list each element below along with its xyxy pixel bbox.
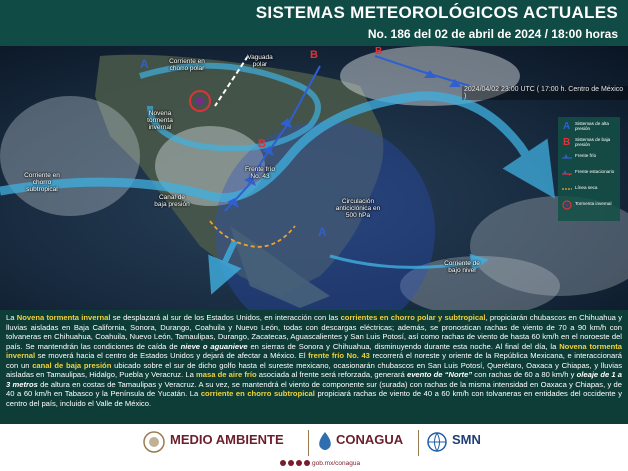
high-pressure-marker: A — [140, 57, 149, 71]
keyword: Novena tormenta invernal — [6, 341, 623, 361]
storm-icon — [562, 200, 572, 210]
label-polar-trough: Vaguada polar — [247, 54, 273, 68]
header-bar — [0, 0, 628, 46]
keyword: corrientes en chorro polar y subtropical — [340, 313, 486, 322]
keyword: evento de “Norte” — [406, 370, 473, 380]
keyword: masa de aire frío — [196, 370, 257, 380]
label-winter-storm: Novena tormenta invernal — [147, 110, 173, 131]
facebook-icon[interactable] — [280, 460, 286, 466]
label-anticyclone: Circulación anticiclónica en 500 hPa — [335, 198, 381, 219]
logo-medio-ambiente: MEDIO AMBIENTE — [170, 432, 284, 447]
footer — [0, 424, 628, 471]
keyword: oleaje de 1 a 3 metros — [6, 370, 623, 389]
label-low-level-current: Corriente de bajo nivel — [444, 260, 480, 274]
map-legend: A Sistemas de alta presión B Sistemas de baja presión Frente frío Frente estacionario Línea seca Tormenta invernal — [558, 117, 620, 221]
label-subtropical-jet: Corriente en chorro subtropical — [24, 172, 60, 193]
svg-text:A: A — [563, 121, 571, 130]
social-links — [280, 460, 360, 467]
keyword: Novena tormenta invernal — [16, 313, 111, 322]
page-title: SISTEMAS METEOROLÓGICOS ACTUALES — [255, 3, 618, 22]
youtube-icon[interactable] — [304, 460, 310, 466]
low-pressure-marker: B — [258, 138, 266, 150]
keyword: corriente en chorro subtropical — [200, 389, 315, 399]
keyword: frente frío No. 43 — [308, 351, 370, 361]
forecast-text: La Novena tormenta invernal se desplazará al sur de los Estados Unidos, en interacción con las corrientes en chorro polar y subtropical, propiciarán chubascos en Chihuahua y lluvias aisladas en Baja California, Sonora, Durango, Coahuila y Nuevo León, todas con descargas eléctricas; además, se pronostican rachas de viento de 70 a 90 km/h con tolvaneras en Chihuahua, Coahuila, Nuevo León, Tamaulipas, Durango, Zacatecas, Aguascalientes y San Luis Potosí, así como rachas de viento de hasta 60 km/h en el noroeste del país. Se mantendrán las condiciones de caída de nieve o aguanieve en sierras de Sonora y Chihuahua, disminuyendo durante esta noche. Al final del día, la Novena tormenta invernal se moverá hacia el centro de Estados Unidos y dejará de afectar a México. El frente frío No. 43 recorrerá el noreste y oriente de la República Mexicana, e interaccionará con un canal de baja presión ubicado sobre el sur de dicho golfo hasta el sureste mexicano, ocasionarán chubascos en San Luis Potosí, Querétaro, Oaxaca y Chiapas, y lluvias aisladas en Tamaulipas, Hidalgo, Puebla y Veracruz. La masa de aire frío asociada al frente será reforzada, generará evento de “Norte” con rachas de 60 a 80 km/h y oleaje de 1 a 3 metros de altura en costas de Tamaulipas y Veracruz. A su vez, se mantendrá el viento de componente sur (surada) con rachas de la misma intensidad en Oaxaca y Chiapas, y de 40 a 60 km/h en Tabasco y la Península de Yucatán. La corriente en chorro subtropical propiciará rachas de viento de 40 a 60 km/h con tolvaneras en entidades del occidente y centro del país, incluido el Valle de México. — [0, 310, 628, 423]
dry-line-icon — [562, 184, 572, 194]
label-cold-front: Frente frío No. 43 — [245, 166, 275, 180]
cold-front-icon — [562, 152, 572, 162]
label-low-canal: Canal de baja presión — [154, 194, 190, 208]
instagram-icon[interactable] — [296, 460, 302, 466]
high-pressure-marker: A — [318, 225, 327, 239]
svg-text:B: B — [563, 137, 571, 146]
x-icon[interactable] — [288, 460, 294, 466]
bulletin-number: No. 186 del 02 de abril de 2024 / 18:00 horas — [367, 27, 618, 41]
satellite-map — [0, 46, 628, 310]
logo-smn: SMN — [452, 432, 481, 447]
low-pressure-marker: B — [375, 46, 383, 57]
low-pressure-icon — [562, 136, 572, 146]
website-link[interactable]: gob.mx/conagua — [312, 460, 361, 467]
stationary-front-icon — [562, 168, 572, 178]
mexico-seal-icon — [143, 431, 165, 453]
smn-globe-icon — [426, 431, 448, 453]
logo-conagua: CONAGUA — [336, 432, 404, 447]
high-pressure-icon — [562, 120, 572, 130]
label-polar-jet: Corriente en chorro polar — [169, 58, 205, 72]
keyword: nieve o aguanieve — [180, 341, 248, 351]
keyword: canal de baja presión — [32, 360, 112, 370]
low-pressure-marker: B — [310, 49, 318, 61]
map-timestamp: 2024/04/02 23:00 UTC ( 17:00 h. Centro de México ) — [462, 86, 628, 100]
conagua-drop-icon — [316, 431, 334, 453]
